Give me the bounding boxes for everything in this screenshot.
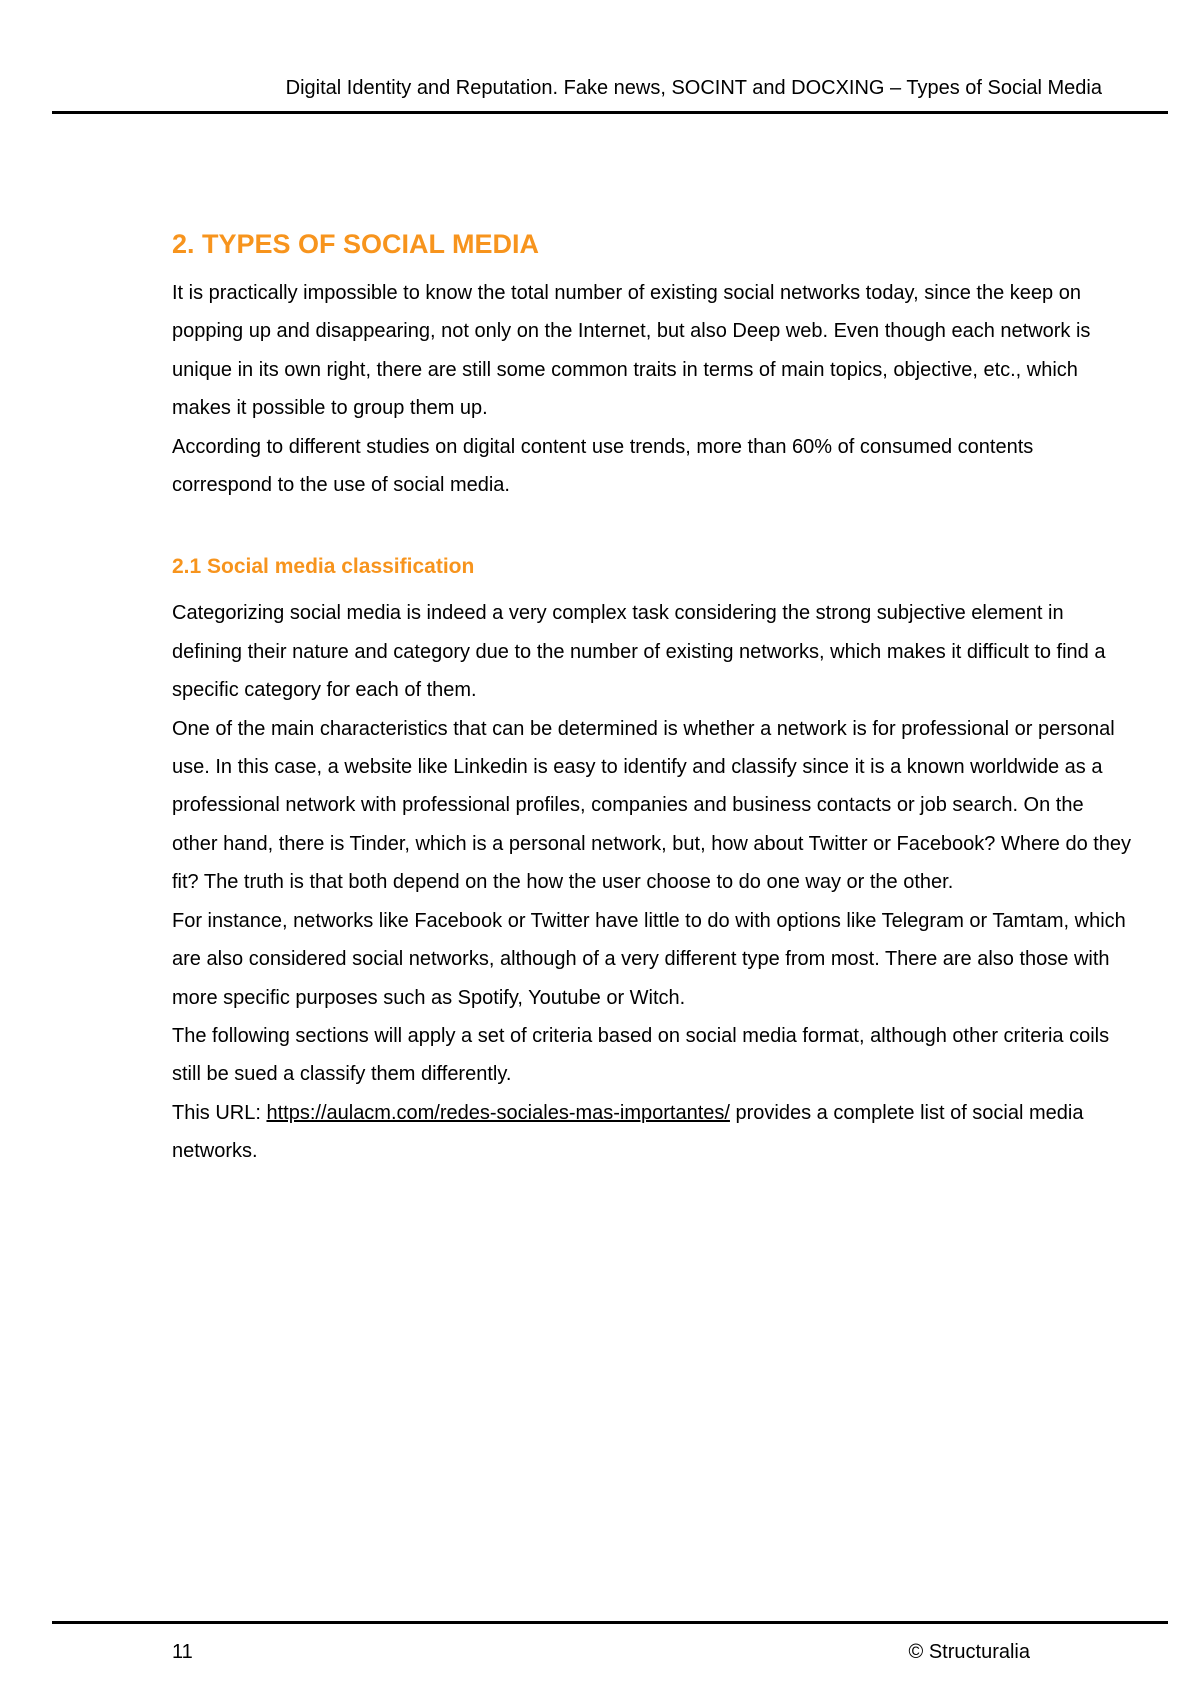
running-header: Digital Identity and Reputation. Fake news, SOCINT and DOCXING – Types of Social Media (285, 77, 1102, 99)
section-paragraph-2: According to different studies on digital content use trends, more than 60% of consumed contents correspond to the use of social media. (172, 435, 1034, 497)
url-paragraph (172, 1094, 1132, 1171)
subsection-title: 2.1 Social media classification (172, 555, 475, 579)
page-number: 11 (172, 1641, 193, 1663)
resource-link[interactable]: https://aulacm.com/redes-sociales-mas-importantes/ (266, 1101, 730, 1124)
subsection-paragraph-3: For instance, networks like Facebook or Twitter have little to do with options like Telegram or Tamtam, which are also considered social networks, although of a very different type from most. There are also those with more specific purposes such as Spotify, Youtube or Witch. (172, 909, 1126, 1009)
url-paragraph-suffix: provides a complete list of social media networks. (172, 1101, 1084, 1163)
page-content (172, 228, 1132, 1171)
subsection-paragraph-4: The following sections will apply a set of criteria based on social media format, although other criteria coils still be sued a classify them differently. (172, 1024, 1110, 1086)
section-title: 2. TYPES OF SOCIAL MEDIA (172, 229, 540, 259)
subsection-paragraph-2: One of the main characteristics that can be determined is whether a network is for professional or personal use. In this case, a website like Linkedin is easy to identify and classify since it is a known worldwide as a professional network with professional profiles, companies and business contacts or job search. On the other hand, there is Tinder, which is a personal network, but, how about Twitter or Facebook? Where do they fit? The truth is that both depend on the how the user choose to do one way or the other. (172, 717, 1132, 894)
footer-rule (52, 1621, 1168, 1624)
section-paragraph-1: It is practically impossible to know the total number of existing social networks today, since the keep on popping up and disappearing, not only on the Internet, but also Deep web. Even though each network is unique in its own right, there are still some common traits in terms of main topics, objective, etc., which makes it possible to group them up. (172, 282, 1091, 420)
copyright-notice: © Structuralia (908, 1641, 1030, 1663)
url-paragraph-prefix: This URL: (172, 1101, 267, 1124)
subsection-paragraph-1: Categorizing social media is indeed a very complex task considering the strong subjective element in defining their nature and category due to the number of existing networks, which makes it difficult to find a specific category for each of them. (172, 602, 1106, 702)
header-rule (52, 111, 1168, 114)
